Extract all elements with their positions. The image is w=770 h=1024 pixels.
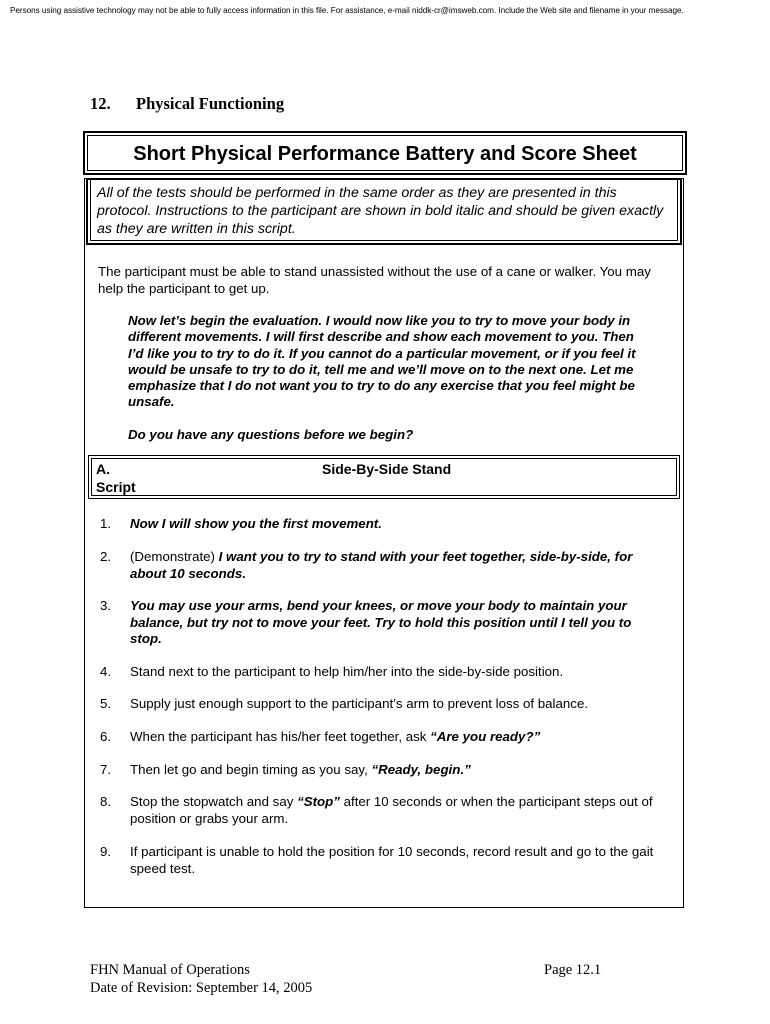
script-question: Do you have any questions before we begin? <box>128 427 414 442</box>
item-text: Stop the stopwatch and say <box>130 794 298 809</box>
item-number: 4. <box>100 664 112 679</box>
section-number: 12. <box>90 94 111 113</box>
item-number: 6. <box>100 729 112 744</box>
item-number: 5. <box>100 696 112 711</box>
footer-page: Page 12.1 <box>544 962 602 978</box>
footer-revision: Date of Revision: September 14, 2005 <box>90 980 313 996</box>
item-bold: “Ready, begin.” <box>371 762 471 777</box>
subsection-letter: A. <box>96 461 110 477</box>
item-text: Then let go and begin timing as you say, <box>130 762 372 777</box>
participant-paragraph: The participant must be able to stand unassisted without the use of a cane or walker. You may help the participant to get up. <box>98 264 651 296</box>
section-title: Physical Functioning <box>136 94 285 113</box>
item-bold: Now I will show you the first movement. <box>130 516 382 531</box>
script-intro: Now let’s begin the evaluation. I would now like you to try to move your body in different movements. I will first describe and show each movement to you. Then I’d like you to try to do it. If you cannot do a particular movement, or if you feel it would be unsafe to try to do it, tell me and we’ll move on to the next one. Let me emphasize that I do not want you to try to do any exercise that you feel might be unsafe. <box>128 313 636 410</box>
footer-manual: FHN Manual of Operations <box>90 962 250 978</box>
document-title: Short Physical Performance Battery and Score Sheet <box>133 143 637 165</box>
intro-text: All of the tests should be performed in the same order as they are presented in this protocol. Instructions to the participant are shown in bold italic and should be given exactly as they are written in this script. <box>97 185 664 237</box>
item-text: (Demonstrate) <box>130 549 219 564</box>
item-number: 3. <box>100 598 112 613</box>
item-text-continued: after 10 seconds or when the participant steps out of position or grabs your arm. <box>130 794 653 826</box>
item-number: 9. <box>100 844 112 859</box>
subsection-script-label: Script <box>96 479 136 495</box>
subsection-title: Side-By-Side Stand <box>322 461 452 477</box>
item-bold: You may use your arms, bend your knees, or move your body to maintain your balance, but try not to move your feet. Try to hold this position until I tell you to stop. <box>130 598 632 646</box>
item-text: Supply just enough support to the participant’s arm to prevent loss of balance. <box>130 696 589 711</box>
item-number: 8. <box>100 794 112 809</box>
item-number: 7. <box>100 762 112 777</box>
item-bold: “Stop” <box>297 794 340 809</box>
item-number: 1. <box>100 516 112 531</box>
item-text: When the participant has his/her feet together, ask <box>130 729 431 744</box>
title-box <box>83 131 687 175</box>
accessibility-notice: Persons using assistive technology may not be able to fully access information in this file. For assistance, e-mail niddk-cr@imsweb.com. Include the Web site and filename in your message. <box>10 6 684 15</box>
item-bold: “Are you ready?” <box>430 729 541 744</box>
section-heading <box>90 94 284 114</box>
item-text: Stand next to the participant to help him/her into the side-by-side position. <box>130 664 564 679</box>
item-text: If participant is unable to hold the position for 10 seconds, record result and go to the gait speed test. <box>130 844 654 876</box>
item-number: 2. <box>100 549 112 564</box>
footer-left <box>90 961 312 997</box>
item-bold: I want you to try to stand with your feet together, side-by-side, for about 10 seconds. <box>130 549 633 581</box>
